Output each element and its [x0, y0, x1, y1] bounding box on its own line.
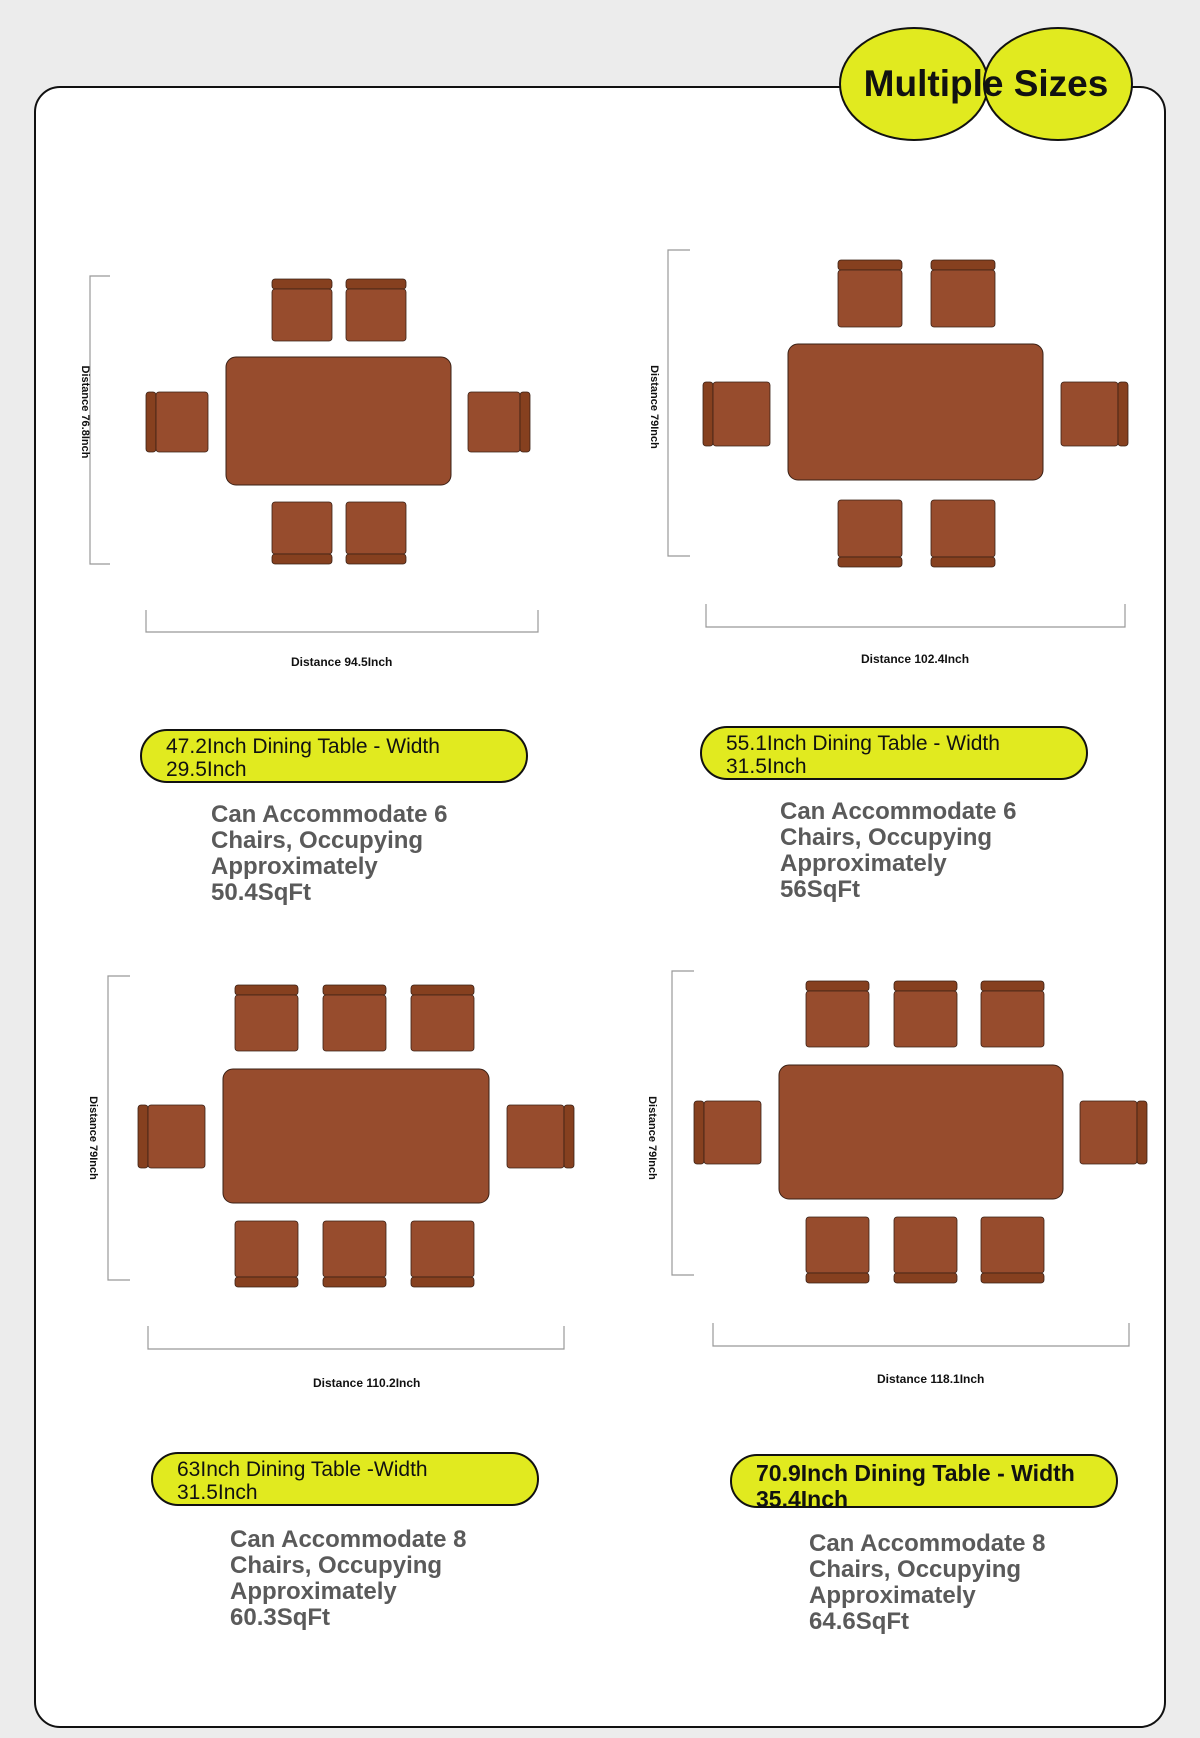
- chair-back: [981, 981, 1044, 991]
- chair-back: [806, 1273, 869, 1283]
- chair-back: [694, 1101, 704, 1164]
- chair-back: [894, 1273, 957, 1283]
- chair-seat: [981, 1217, 1044, 1273]
- desc-line-4: 64.6SqFt: [809, 1608, 910, 1635]
- table-top: [779, 1065, 1063, 1199]
- size-line-2: 31.5Inch: [177, 1481, 258, 1504]
- desc-line-3: Approximately: [780, 850, 947, 877]
- capacity-description: [809, 1531, 1089, 1635]
- desc-line-1: Can Accommodate 6: [780, 798, 1017, 825]
- size-line-1: 63Inch Dining Table -Width: [177, 1458, 428, 1481]
- desc-line-3: Approximately: [211, 853, 378, 880]
- badge-title: Multiple Sizes: [863, 63, 1109, 104]
- desc-line-1: Can Accommodate 6: [211, 801, 448, 828]
- chair-seat: [894, 991, 957, 1047]
- size-pill: [730, 1454, 1118, 1512]
- chairs-top-row: [806, 981, 1044, 1047]
- chair-back: [894, 981, 957, 991]
- chair-seat: [1080, 1101, 1137, 1164]
- chair-seat: [704, 1101, 761, 1164]
- desc-line-2: Chairs, Occupying: [809, 1556, 1022, 1583]
- size-line-2: 31.5Inch: [726, 755, 807, 778]
- desc-line-2: Chairs, Occupying: [230, 1552, 443, 1579]
- size-line-2: 29.5Inch: [166, 758, 247, 781]
- desc-line-4: 56SqFt: [780, 876, 861, 903]
- size-line-1: 55.1Inch Dining Table - Width: [726, 732, 1000, 755]
- vertical-distance-label: Distance 79Inch: [648, 365, 660, 449]
- desc-line-2: Chairs, Occupying: [780, 824, 993, 851]
- vertical-distance-label: Distance 76.8Inch: [79, 365, 91, 459]
- desc-line-4: 50.4SqFt: [211, 879, 312, 906]
- desc-line-1: Can Accommodate 8: [230, 1526, 467, 1553]
- vertical-distance-label: Distance 79Inch: [87, 1096, 99, 1180]
- desc-line-1: Can Accommodate 8: [809, 1530, 1046, 1557]
- chair-seat: [806, 991, 869, 1047]
- horizontal-distance-label: Distance 118.1Inch: [877, 1372, 985, 1386]
- desc-line-3: Approximately: [230, 1578, 397, 1605]
- chair-seat: [894, 1217, 957, 1273]
- chair-back: [1137, 1101, 1147, 1164]
- chair-seat: [981, 991, 1044, 1047]
- chairs-bottom-row: [806, 1217, 1044, 1283]
- chair-back: [981, 1273, 1044, 1283]
- desc-line-2: Chairs, Occupying: [211, 827, 424, 854]
- desc-line-3: Approximately: [809, 1582, 976, 1609]
- size-line-2: 35.4Inch: [756, 1486, 849, 1512]
- horizontal-distance-label: Distance 102.4Inch: [861, 652, 970, 666]
- chair-seat: [806, 1217, 869, 1273]
- desc-line-4: 60.3SqFt: [230, 1604, 331, 1631]
- chair-back: [806, 981, 869, 991]
- horizontal-distance-label: Distance 94.5Inch: [291, 655, 393, 669]
- size-line-1: 47.2Inch Dining Table - Width: [166, 735, 440, 758]
- horizontal-distance-label: Distance 110.2Inch: [313, 1376, 421, 1390]
- vertical-distance-label: Distance 79Inch: [646, 1096, 658, 1180]
- size-line-1: 70.9Inch Dining Table - Width: [756, 1460, 1075, 1486]
